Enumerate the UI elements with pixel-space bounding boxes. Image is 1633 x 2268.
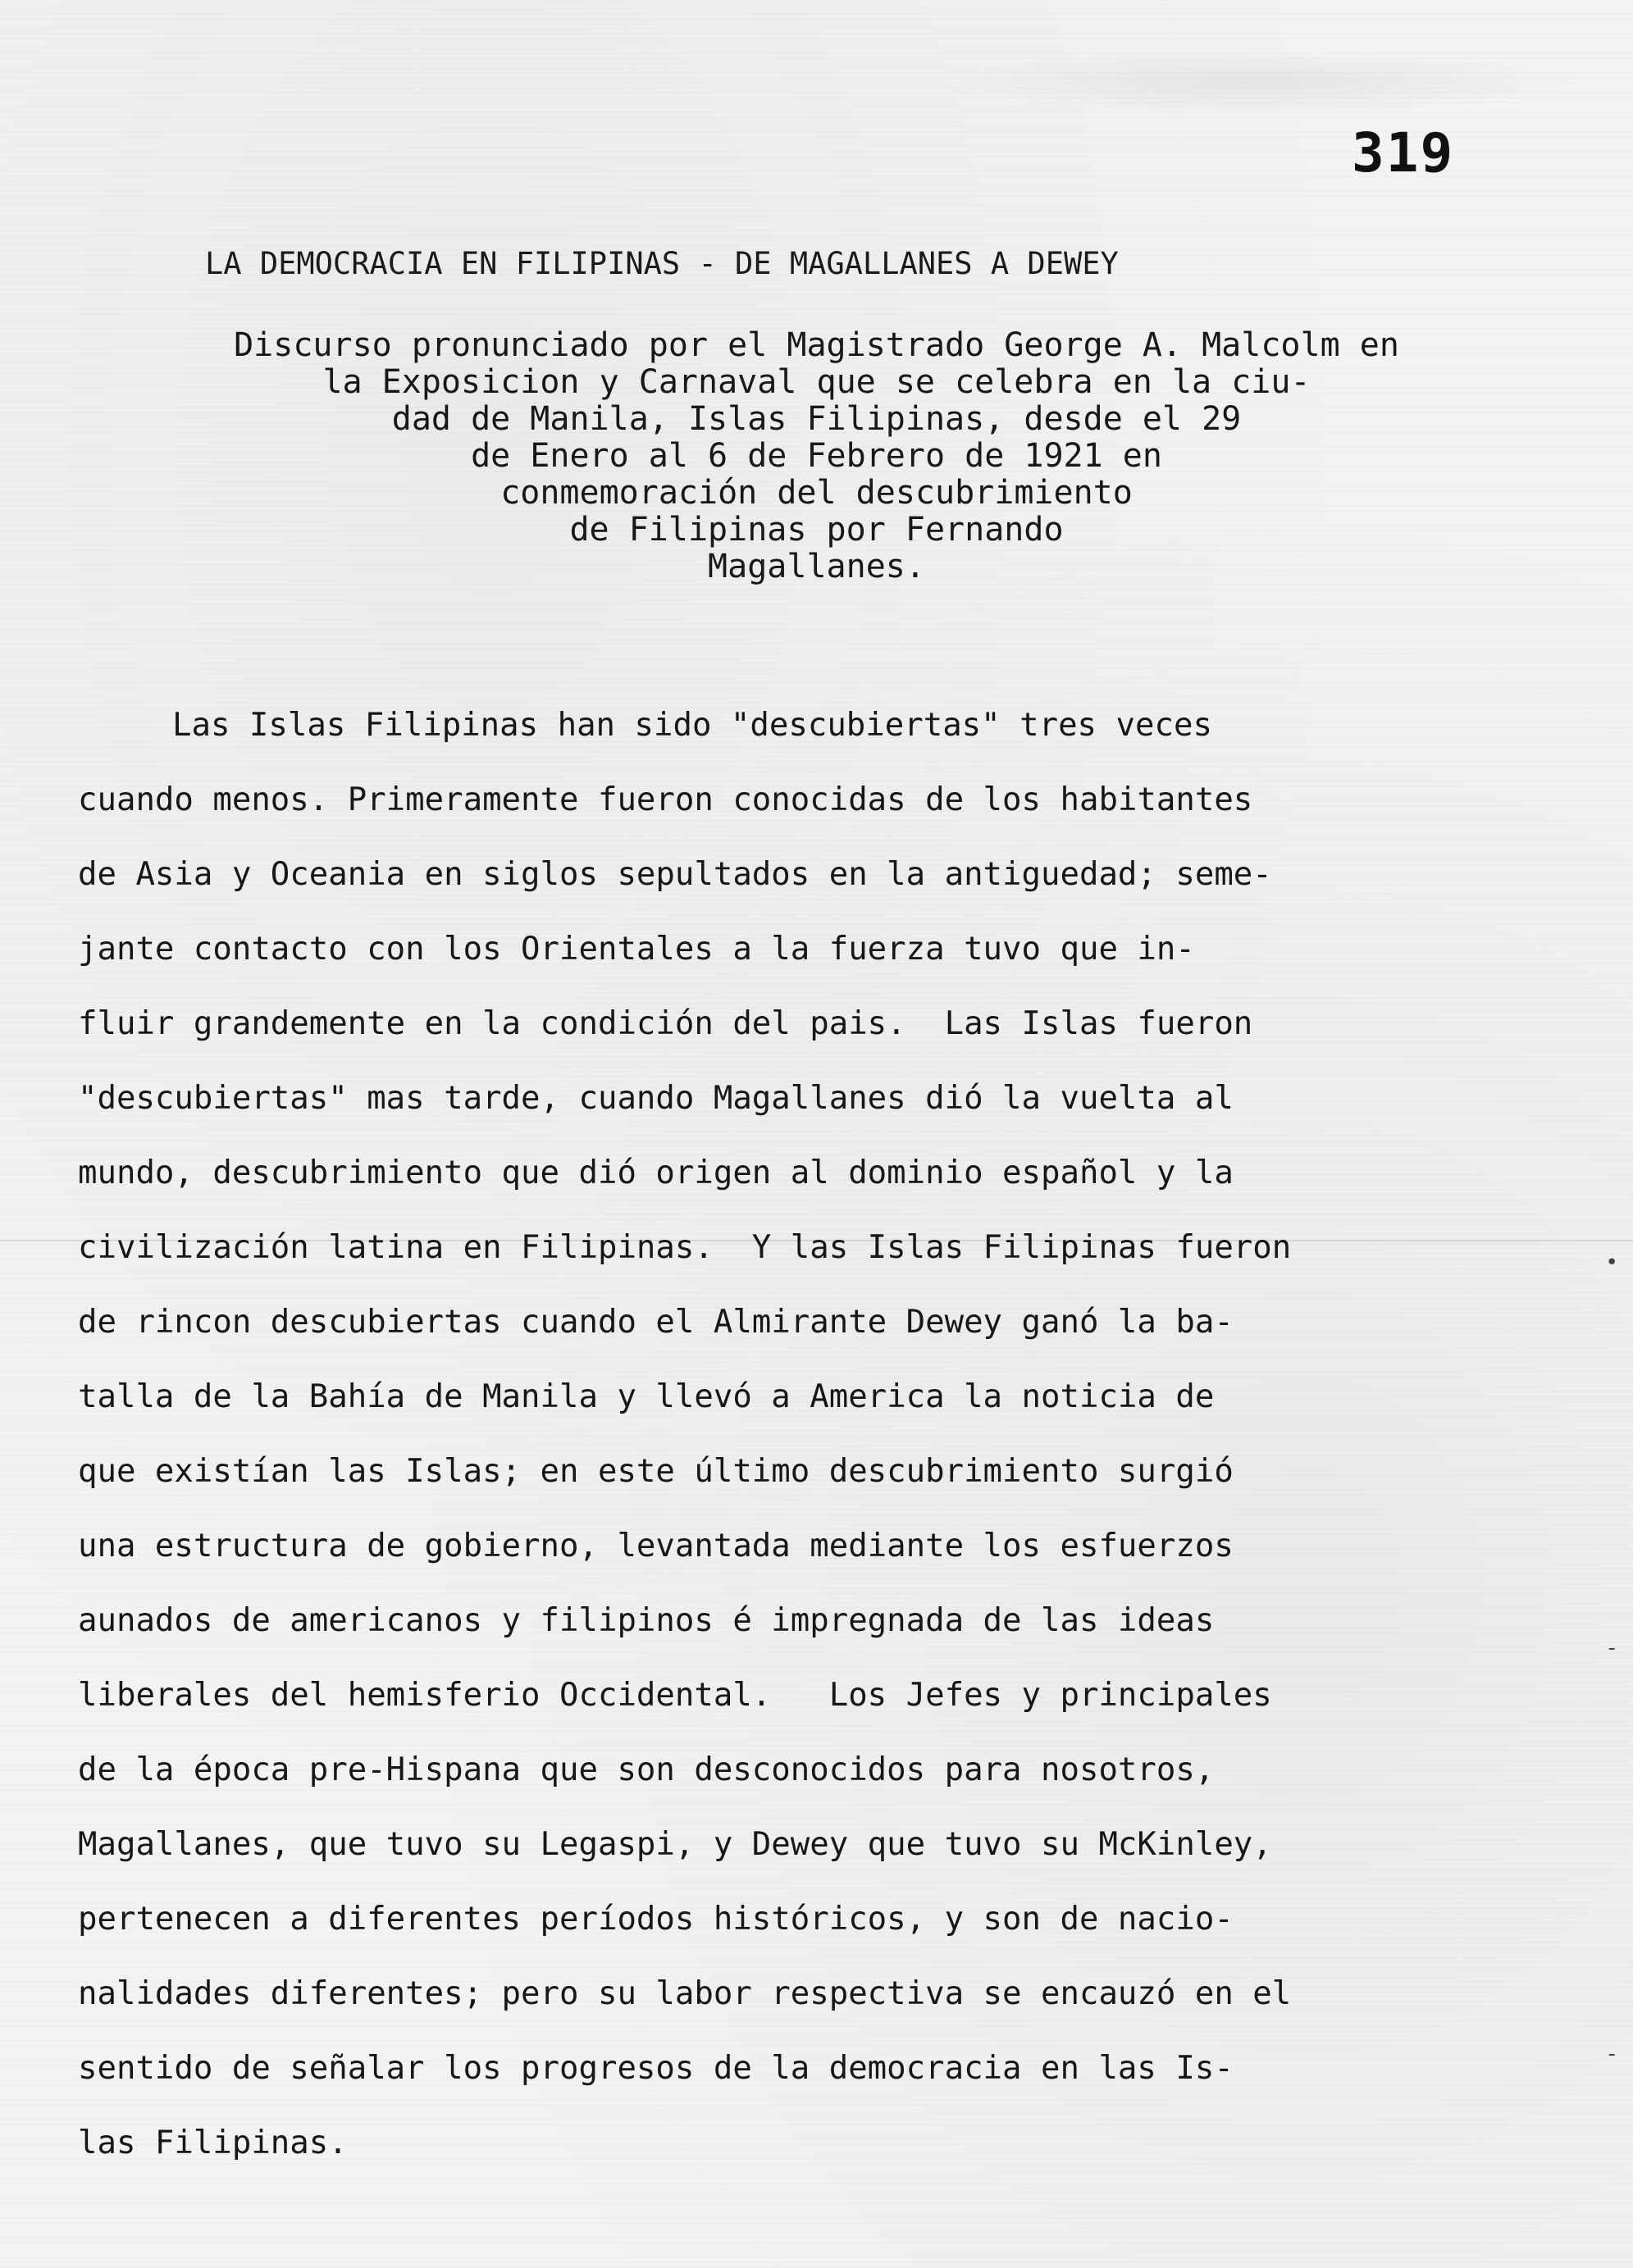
document-title: LA DEMOCRACIA EN FILIPINAS - DE MAGALLANES A DEWEY <box>205 246 1119 281</box>
body-line: Magallanes, que tuvo su Legaspi, y Dewey que tuvo su McKinley, <box>78 1826 1272 1863</box>
subtitle-line: de Enero al 6 de Febrero de 1921 en <box>471 437 1162 475</box>
body-line: civilización latina en Filipinas. Y las Islas Filipinas fueron <box>78 1229 1292 1266</box>
paper-smudge <box>943 49 1583 115</box>
body-line: nalidades diferentes; pero su labor respectiva se encauzó en el <box>78 1975 1292 2012</box>
body-line: que existían las Islas; en este último descubrimiento surgió <box>78 1453 1234 1490</box>
body-line: "descubiertas" mas tarde, cuando Magallanes dió la vuelta al <box>78 1080 1234 1117</box>
body-line: liberales del hemisferio Occidental. Los Jefes y principales <box>78 1677 1272 1714</box>
body-line: Las Islas Filipinas han sido "descubiertas" tres veces <box>172 707 1212 744</box>
body-line: aunados de americanos y filipinos é impregnada de las ideas <box>78 1602 1215 1639</box>
body-line: una estructura de gobierno, levantada mediante los esfuerzos <box>78 1528 1234 1564</box>
subtitle-line: conmemoración del descubrimiento <box>500 474 1133 512</box>
subtitle-line: la Exposicion y Carnaval que se celebra en la ciu- <box>322 363 1311 401</box>
body-line: las Filipinas. <box>78 2125 348 2161</box>
subtitle-line: de Filipinas por Fernando <box>569 511 1064 549</box>
body-line: pertenecen a diferentes períodos históricos, y son de nacio- <box>78 1901 1234 1938</box>
body-line: fluir grandemente en la condición del pais. Las Islas fueron <box>78 1005 1253 1042</box>
body-line: talla de la Bahía de Manila y llevó a America la noticia de <box>78 1378 1215 1415</box>
page-number: 319 <box>1352 121 1455 184</box>
body-line: de rincon descubiertas cuando el Almirante Dewey ganó la ba- <box>78 1304 1234 1341</box>
subtitle-line: Magallanes. <box>708 548 925 585</box>
body-line: mundo, descubrimiento que dió origen al dominio español y la <box>78 1154 1234 1191</box>
body-line: sentido de señalar los progresos de la democracia en las Is- <box>78 2050 1234 2087</box>
margin-mark: - <box>1605 2042 1618 2066</box>
body-line: jante contacto con los Orientales a la fuerza tuvo que in- <box>78 931 1195 968</box>
subtitle-line: Discurso pronunciado por el Magistrado George A. Malcolm en <box>234 326 1399 364</box>
margin-mark: • <box>1605 1250 1618 1275</box>
body-line: de la época pre-Hispana que son desconocidos para nosotros, <box>78 1751 1215 1788</box>
body-line: de Asia y Oceania en siglos sepultados en la antiguedad; seme- <box>78 856 1272 893</box>
margin-mark: - <box>1605 1636 1618 1660</box>
body-line: cuando menos. Primeramente fueron conocidas de los habitantes <box>78 781 1253 818</box>
subtitle-line: dad de Manila, Islas Filipinas, desde el 29 <box>391 400 1242 438</box>
